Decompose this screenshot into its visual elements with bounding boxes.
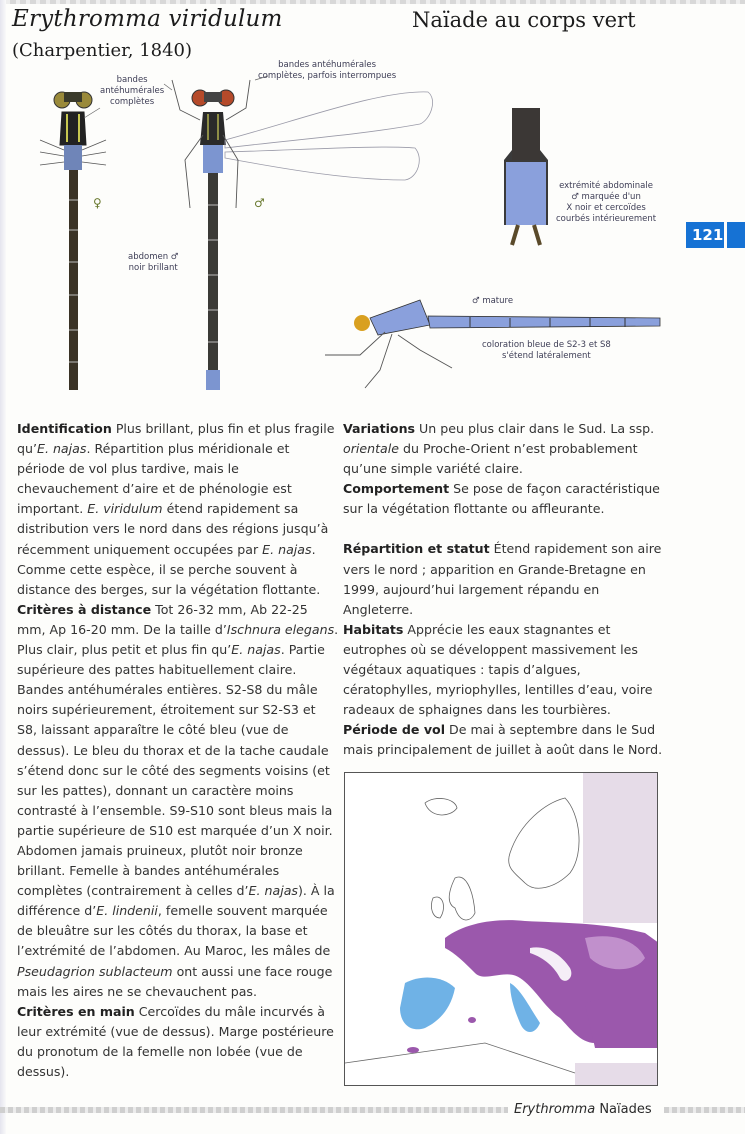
dragonfly-illustrations xyxy=(0,60,745,400)
section-periode-vol xyxy=(343,720,663,760)
section-repartition xyxy=(343,539,663,619)
europe-map xyxy=(345,773,658,1086)
scientific-name: Erythromma viridulum xyxy=(12,6,283,32)
body-text: ont aussi une face rouge mais les aires ne se chevauchent pas. xyxy=(17,963,333,999)
spacer xyxy=(343,519,663,539)
label-mature: ♂ mature xyxy=(472,296,514,306)
heading-criteres-distance: Critères à distance xyxy=(17,601,152,617)
body-text: Apprécie les eaux stagnantes et eutrophes où se développent massivement les végétaux aquatiques : tapis d’algues, cératophylles, myriophylles, lentilles d’eau, voire radeaux de sphaignes dans les tourbières. xyxy=(343,621,653,718)
label-line: extrémité abdominale xyxy=(559,181,653,191)
common-name: Naïade au corps vert xyxy=(412,8,636,32)
label-line: X noir et cercoïdes xyxy=(566,203,646,213)
species-ref: E. najas xyxy=(262,541,312,557)
page-number-tab xyxy=(686,222,745,248)
subspecies-ref: orientale xyxy=(343,441,400,457)
text-column-left xyxy=(17,419,339,1082)
section-criteres-distance xyxy=(17,600,339,1002)
species-ref: E. najas xyxy=(248,883,298,899)
footer-genus: Erythromma xyxy=(514,1102,596,1117)
species-ref: E. najas xyxy=(36,441,87,457)
page-top-border xyxy=(0,0,745,4)
species-ref: E. lindenii xyxy=(96,903,158,919)
label-lateral-coloration xyxy=(482,340,611,362)
label-line: antéhumérales xyxy=(100,86,165,96)
male-symbol: ♂ xyxy=(254,196,265,210)
label-line: bandes xyxy=(116,75,148,85)
body-text: Cercoïdes du mâle incurvés à leur extrémité (vue de dessus). Marge postérieure du pronotum de la femelle non lobée (vue de dessus). xyxy=(17,1003,334,1079)
body-text: ). À la différence d’ xyxy=(17,883,335,919)
heading-repartition: Répartition et statut xyxy=(343,541,490,557)
label-line: bandes antéhumérales xyxy=(278,60,377,70)
label-male-abdomen xyxy=(128,252,178,274)
distribution-map xyxy=(344,772,658,1086)
female-dorsal-illustration xyxy=(40,92,106,390)
heading-identification: Identification xyxy=(17,421,112,436)
label-line: noir brillant xyxy=(128,263,178,273)
section-identification xyxy=(17,419,339,600)
body-text: Un peu plus clair dans le Sud. La ssp. xyxy=(415,421,655,436)
section-variations xyxy=(343,419,663,479)
body-text: . Comme cette espèce, il se perche souvent à distance des berges, sur la végétation flottante. xyxy=(17,541,321,597)
section-criteres-main xyxy=(17,1002,339,1082)
label-line: coloration bleue de S2-3 et S8 xyxy=(482,340,611,350)
footer-group: Naïades xyxy=(595,1102,652,1117)
label-female-antehumeral xyxy=(100,75,164,108)
label-line: ♂ marquée d'un xyxy=(571,192,641,202)
page-number: 121 xyxy=(692,226,724,244)
text-column-right xyxy=(343,419,663,761)
body-text: Se pose de façon caractéristique sur la végétation flottante ou affleurante. xyxy=(343,481,660,517)
species-author: (Charpentier, 1840) xyxy=(12,40,193,61)
footer-rule-left xyxy=(0,1107,508,1113)
heading-comportement: Comportement xyxy=(343,481,450,497)
body-text: . Répartition plus méridionale et période de vol plus tardive, mais le chevauchement d’aire et de phénologie est important. xyxy=(17,441,292,517)
label-male-antehumeral xyxy=(258,60,396,82)
species-ref: Pseudagrion sublacteum xyxy=(17,963,173,979)
body-text: Tot 26-32 mm, Ab 22-25 mm, Ap 16-20 mm. De la taille d’ xyxy=(17,601,308,637)
label-abdomen-tip xyxy=(556,181,656,225)
body-text: étend rapidement sa distribution vers le nord dans des régions jusqu’à récemment uniquement occupées par xyxy=(17,501,329,557)
running-footer xyxy=(514,1102,652,1117)
body-text: Plus brillant, plus fin et plus fragile qu’ xyxy=(17,421,335,457)
section-comportement xyxy=(343,479,663,519)
body-text: , femelle souvent marquée de bleuâtre sur les côtés du thorax, la base et l’extrémité de l’abdomen. Au Maroc, les mâles de xyxy=(17,903,331,959)
label-line: abdomen ♂ xyxy=(128,252,179,262)
female-symbol: ♀ xyxy=(93,196,102,210)
label-line: complètes, parfois interrompues xyxy=(258,71,397,81)
heading-variations: Variations xyxy=(343,421,416,436)
species-ref: E. najas xyxy=(231,642,281,658)
body-text: . Plus clair, plus petit et plus fin qu’ xyxy=(17,621,339,658)
species-ref: Ischnura elegans xyxy=(226,621,335,637)
male-dorsal-illustration xyxy=(164,76,433,390)
abdomen-tip-illustration xyxy=(504,108,548,245)
body-text: du Proche-Orient n’est probablement qu’une simple variété claire. xyxy=(343,441,638,477)
body-text: . Partie supérieure des pattes habituellement claire. Bandes antéhumérales entières. S2-S8 du mâle noirs supérieurement, étroitement sur S2-S3 et S8, laissant apparaître le côté bleu (vue de dessus). Le bleu du thorax et de la tache caudale s’étend donc sur le côté des segments voisins (et sur les pattes), donnant un caractère moins contrasté à l’ensemble. S9-S10 sont bleus mais la partie supérieure de S10 est marquée d’un X noir. Abdomen jamais pruineux, plutôt noir bronze brillant. Femelle à bandes antéhumérales complètes (contrairement à celles d’ xyxy=(17,642,333,899)
label-line: complètes xyxy=(110,97,155,107)
body-text: De mai à septembre dans le Sud mais principalement de juillet à août dans le Nord. xyxy=(343,722,663,758)
tab-notch xyxy=(724,222,727,248)
heading-periode-vol: Période de vol xyxy=(343,722,446,738)
body-text: Étend rapidement son aire vers le nord ; apparition en Grande-Bretagne en 1999, aujourd’hui largement répandu en Angleterre. xyxy=(343,541,662,617)
label-line: s'étend latéralement xyxy=(502,351,591,361)
section-habitats xyxy=(343,620,663,720)
heading-criteres-main: Critères en main xyxy=(17,1003,135,1019)
species-ref: E. viridulum xyxy=(87,501,163,517)
heading-habitats: Habitats xyxy=(343,621,404,637)
footer-rule-right xyxy=(664,1107,745,1113)
label-line: courbés intérieurement xyxy=(556,214,657,224)
